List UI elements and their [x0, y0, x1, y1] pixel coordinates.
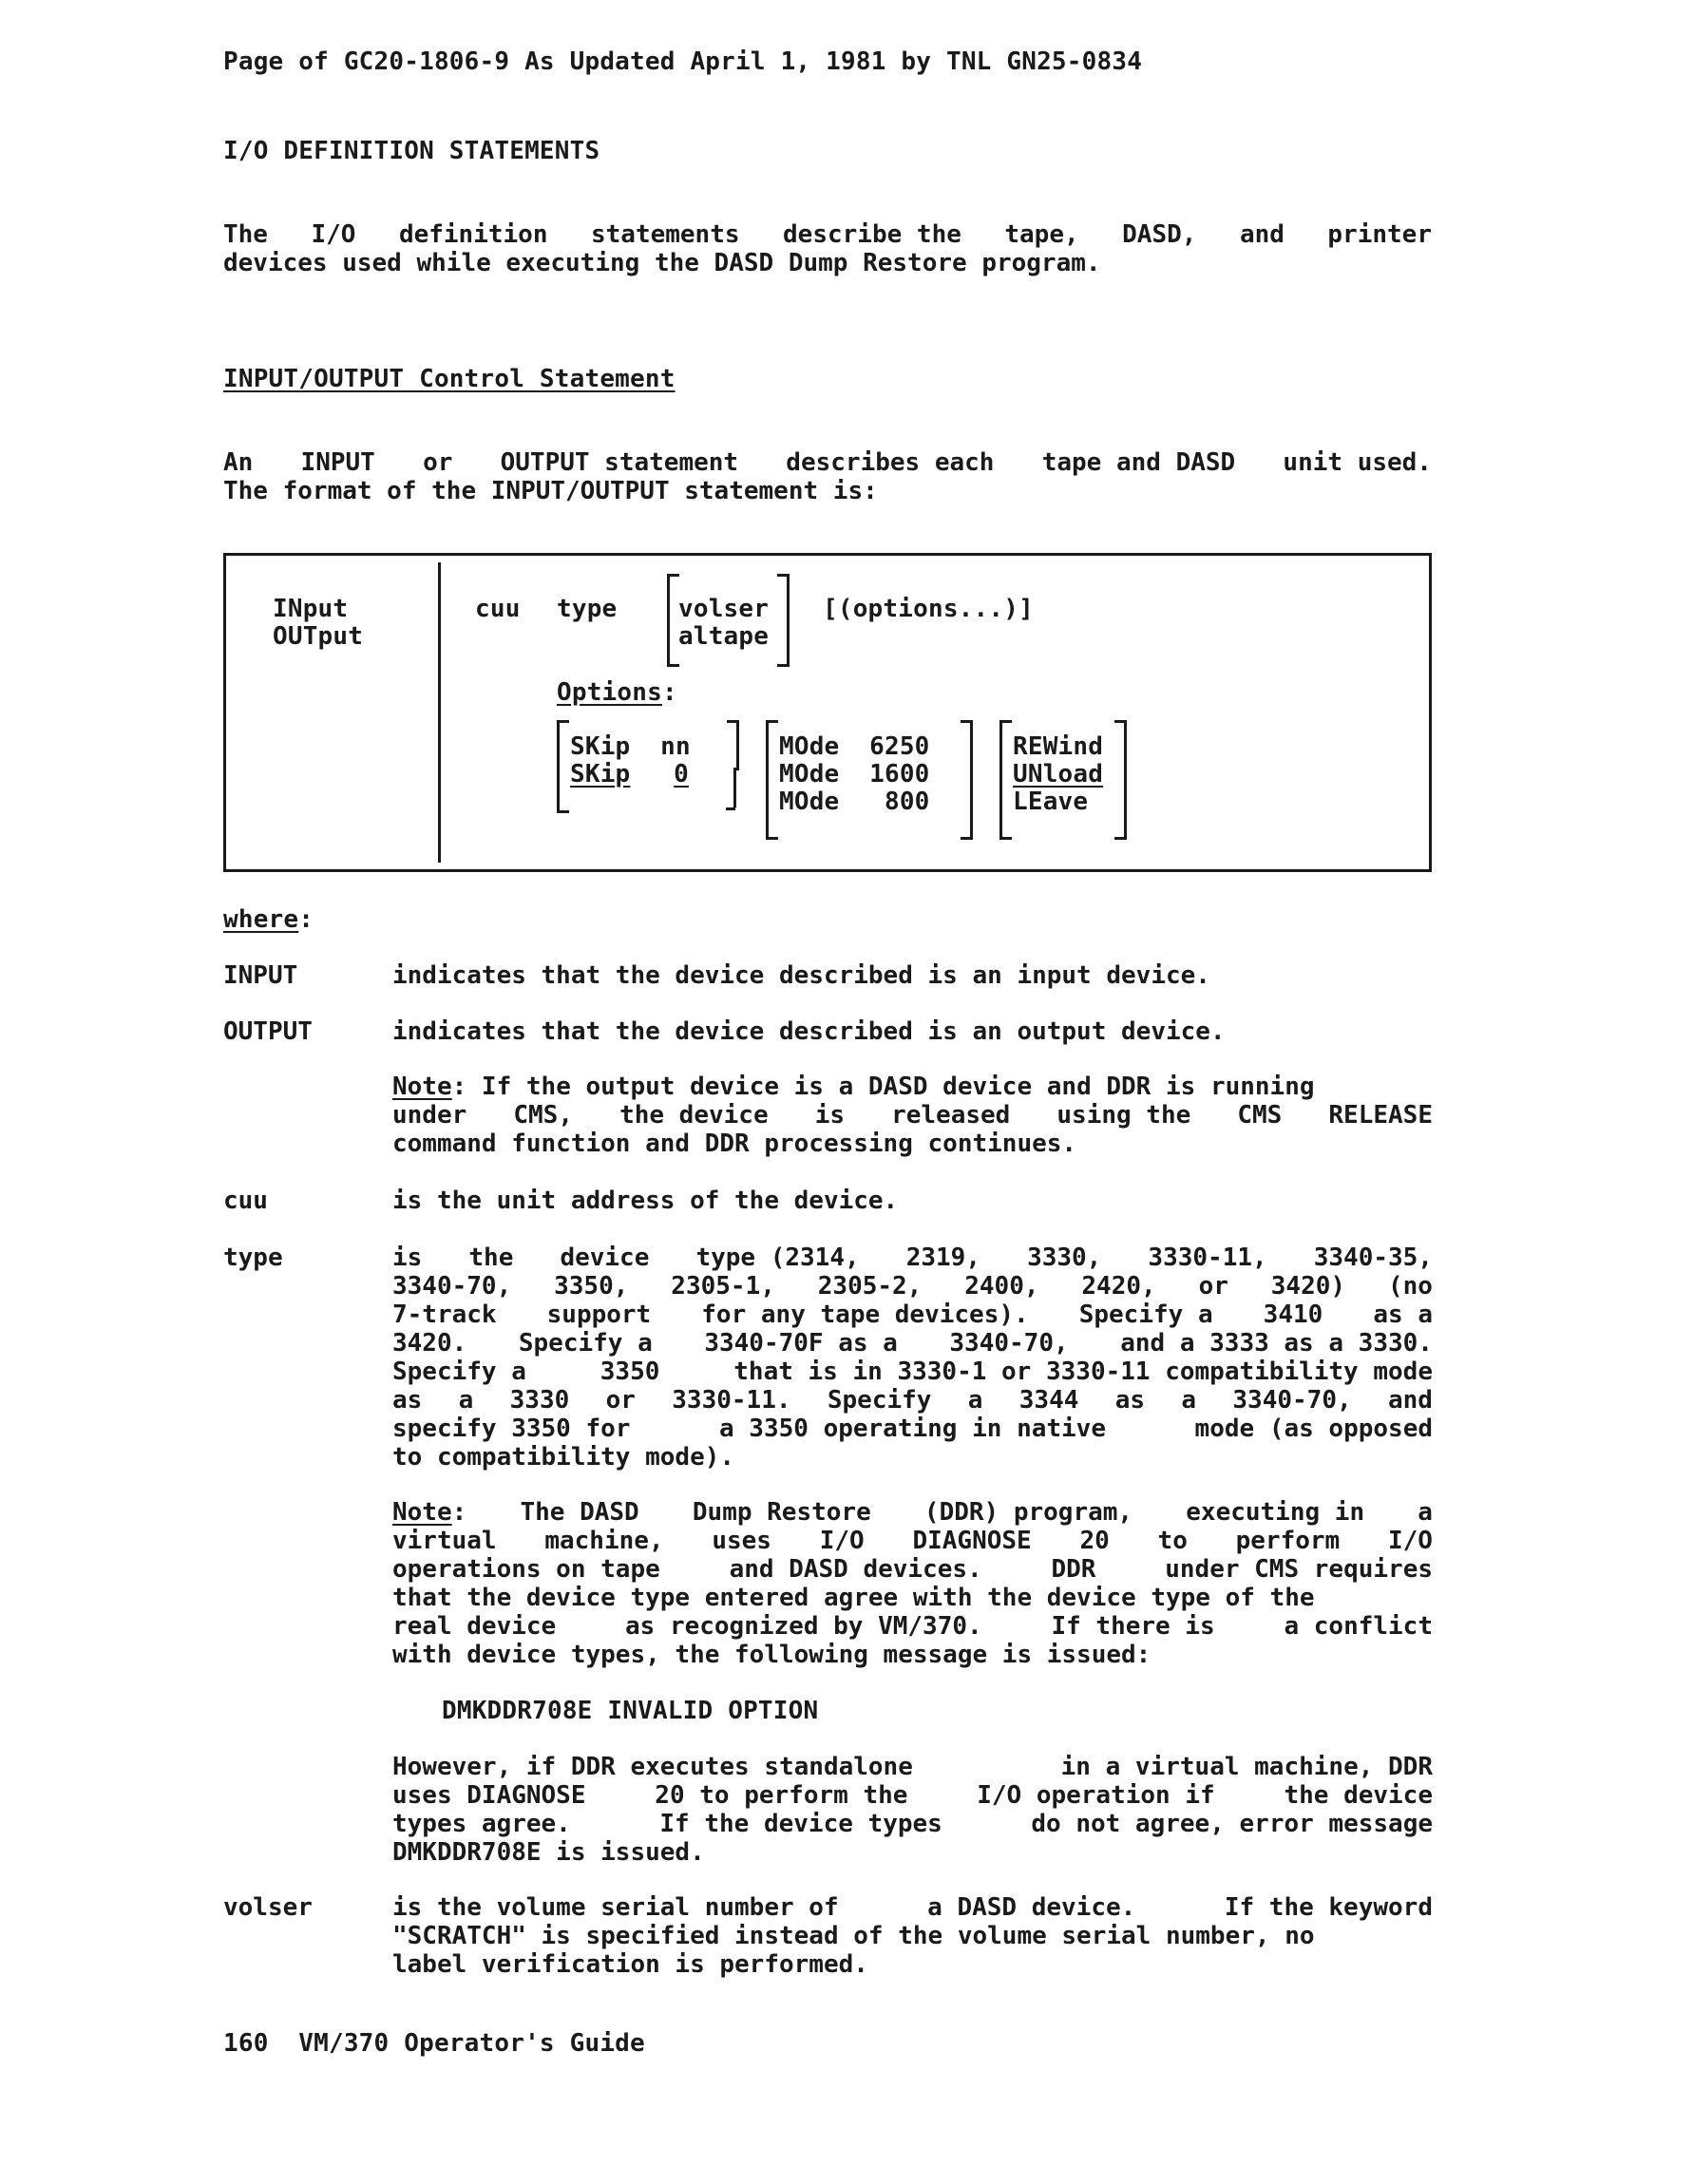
syntax-leave: LEave	[1013, 788, 1089, 816]
error-message-code: DMKDDR708E INVALID OPTION	[442, 1697, 819, 1725]
intro-line-2: devices used while executing the DASD Dump Restore program.	[223, 249, 1101, 277]
type-note-line-5: real device as recognized by VM/370. If there is a conflict	[392, 1612, 1433, 1641]
subintro-line-2: The format of the INPUT/OUTPUT statement is:	[223, 477, 878, 505]
intro-line-1: The I/O definition statements describe the tape, DASD, and printer	[223, 220, 1432, 249]
page-footer: 160 VM/370 Operator's Guide	[223, 2029, 645, 2058]
volser-line-1: is the volume serial number of a DASD device. If the keyword	[392, 1893, 1433, 1922]
syntax-skip-nn: SKip nn	[570, 732, 691, 761]
output-note-line-2: under CMS, the device is released using the CMS RELEASE	[392, 1101, 1433, 1130]
term-cuu: cuu	[223, 1187, 268, 1215]
type-note-cont-line-4: DMKDDR708E is issued.	[392, 1838, 705, 1867]
syntax-mode-800: MOde 800	[779, 788, 930, 816]
output-note-line-1: Note: If the output device is a DASD device and DDR is running	[392, 1073, 1315, 1101]
term-volser: volser	[223, 1893, 313, 1922]
type-line-1: is the device type (2314, 2319, 3330, 3330-11, 3340-35,	[392, 1244, 1433, 1272]
syntax-input-keyword: INput	[273, 595, 349, 623]
volser-line-3: label verification is performed.	[392, 1950, 868, 1979]
syntax-mode-1600: MOde 1600	[779, 760, 930, 788]
type-note-continuation	[392, 1753, 1433, 1867]
syntax-box-left-border	[223, 553, 226, 869]
type-note-line-4: that the device type entered agree with the device type of the	[392, 1584, 1315, 1612]
rewind-bracket-right	[1114, 720, 1127, 840]
volser-bracket-right	[777, 574, 790, 667]
syntax-cuu: cuu	[475, 595, 521, 623]
syntax-options-label: Options:	[557, 678, 677, 707]
syntax-skip-default: SKip 0	[570, 760, 689, 788]
subintro-line-1: An INPUT or OUTPUT statement describes each tape and DASD unit used.	[223, 448, 1432, 477]
skip-bracket-right-low	[733, 768, 736, 807]
syntax-unload-default: UNload	[1013, 760, 1104, 788]
def-output: indicates that the device described is an output device.	[392, 1017, 1226, 1046]
def-type	[392, 1244, 1433, 1472]
output-note-line-3: command function and DDR processing continues.	[392, 1130, 1077, 1158]
syntax-volser: volser	[678, 595, 770, 623]
def-input: indicates that the device described is an input device.	[392, 961, 1210, 990]
type-line-4: 3420. Specify a 3340-70F as a 3340-70, and a 3333 as a 3330.	[392, 1329, 1433, 1358]
subheading: INPUT/OUTPUT Control Statement	[223, 365, 676, 393]
volser-line-2: "SCRATCH" is specified instead of the volume serial number, no	[392, 1922, 1315, 1950]
where-label: where:	[223, 905, 314, 934]
type-note-cont-line-1: However, if DDR executes standalone in a virtual machine, DDR	[392, 1753, 1433, 1781]
syntax-box-divider	[438, 562, 441, 863]
type-line-5: Specify a 3350 that is in 3330-1 or 3330-11 compatibility mode	[392, 1358, 1433, 1386]
skip-bracket-right	[727, 720, 739, 770]
type-note-line-2: virtual machine, uses I/O DIAGNOSE 20 to perform I/O	[392, 1527, 1433, 1555]
term-output: OUTPUT	[223, 1017, 313, 1046]
type-note-cont-line-2: uses DIAGNOSE 20 to perform the I/O operation if the device	[392, 1781, 1433, 1810]
syntax-type: type	[557, 595, 618, 623]
syntax-options-bracket: [(options...)]	[823, 595, 1034, 623]
type-note-line-6: with device types, the following message is issued:	[392, 1641, 1152, 1669]
rewind-bracket-left	[999, 720, 1012, 840]
def-volser	[392, 1893, 1433, 1979]
syntax-rewind: REWind	[1013, 732, 1104, 761]
subintro-paragraph	[223, 448, 1432, 505]
syntax-mode-6250: MOde 6250	[779, 732, 930, 761]
type-line-8: to compatibility mode).	[392, 1443, 735, 1472]
term-input: INPUT	[223, 961, 298, 990]
syntax-altape: altape	[678, 622, 770, 651]
mode-bracket-right	[961, 720, 973, 840]
type-line-2: 3340-70, 3350, 2305-1, 2305-2, 2400, 2420, or 3420) (no	[392, 1272, 1433, 1301]
type-line-6: as a 3330 or 3330-11. Specify a 3344 as a 3340-70, and	[392, 1386, 1433, 1415]
type-line-3: 7-track support for any tape devices). Specify a 3410 as a	[392, 1301, 1433, 1329]
type-line-7: specify 3350 for a 3350 operating in native mode (as opposed	[392, 1415, 1433, 1443]
page-header: Page of GC20-1806-9 As Updated April 1, 1981 by TNL GN25-0834	[223, 47, 1143, 76]
syntax-box-right-border	[1429, 553, 1432, 869]
skip-bracket-left	[557, 720, 569, 813]
syntax-output-keyword: OUTput	[273, 622, 364, 651]
section-title: I/O DEFINITION STATEMENTS	[223, 137, 600, 165]
intro-paragraph	[223, 220, 1432, 277]
def-cuu: is the unit address of the device.	[392, 1187, 899, 1215]
type-note-cont-line-3: types agree. If the device types do not agree, error message	[392, 1810, 1433, 1838]
output-note	[392, 1073, 1433, 1158]
type-note-line-1: Note: The DASD Dump Restore (DDR) program, executing in a	[392, 1498, 1433, 1527]
type-note-line-3: operations on tape and DASD devices. DDR under CMS requires	[392, 1555, 1433, 1584]
mode-bracket-left	[766, 720, 778, 840]
term-type: type	[223, 1244, 283, 1272]
skip-bracket-right-foot	[726, 806, 735, 810]
type-note	[392, 1498, 1433, 1669]
